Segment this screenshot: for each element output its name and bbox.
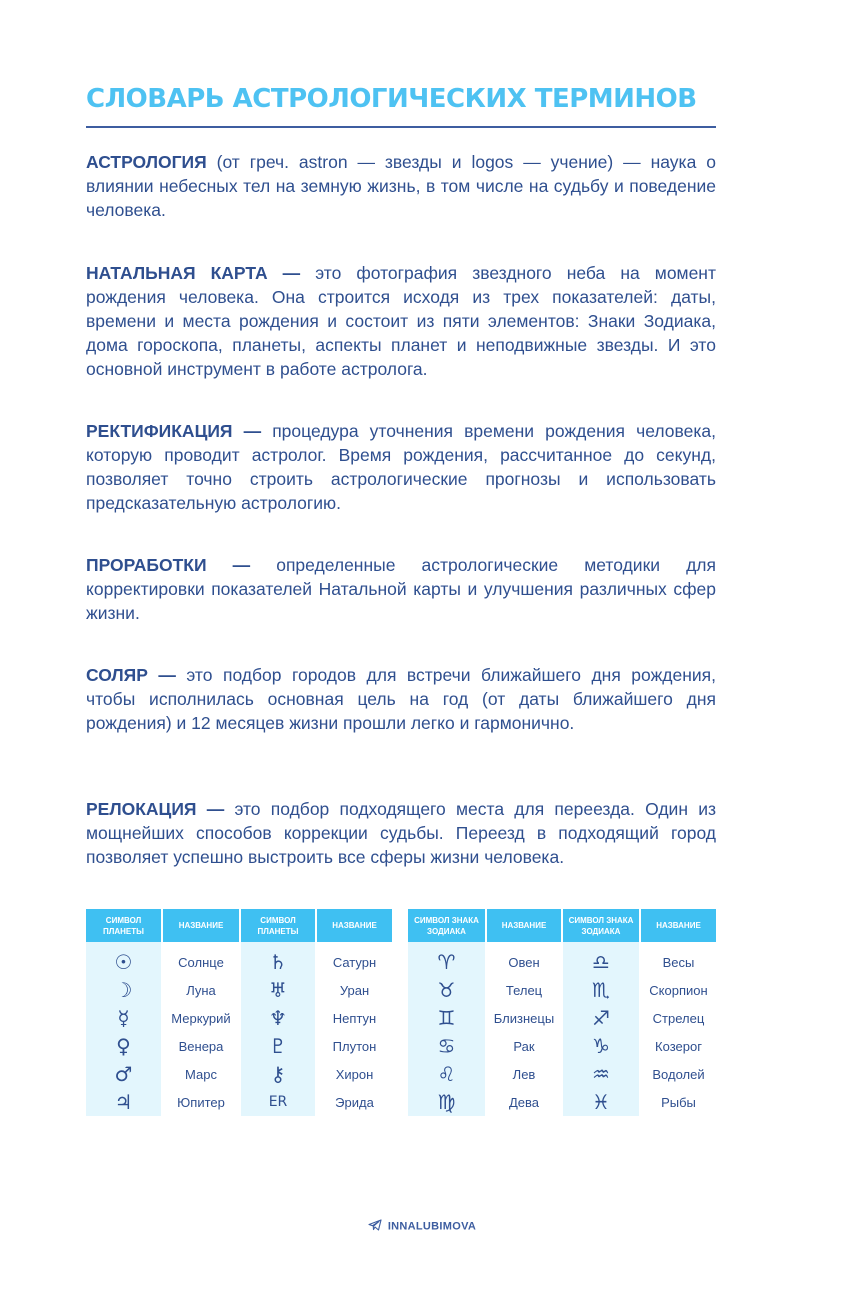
neptune-symbol-icon: ♆	[240, 1004, 316, 1032]
table-row	[408, 1032, 716, 1060]
header-name: НАЗВАНИЕ	[486, 909, 562, 942]
sign-name: Рыбы	[640, 1088, 716, 1116]
cancer-symbol-icon: ♋	[408, 1032, 486, 1060]
page-title: СЛОВАРЬ АСТРОЛОГИЧЕСКИХ ТЕРМИНОВ	[86, 84, 697, 114]
planet-name: Сатурн	[316, 942, 392, 976]
entry-relocation	[86, 797, 716, 869]
uranus-symbol-icon: ♅	[240, 976, 316, 1004]
table-row	[86, 1004, 392, 1032]
sagittarius-symbol-icon: ♐	[562, 1004, 640, 1032]
table-row	[408, 1004, 716, 1032]
table-row	[86, 942, 392, 976]
table-row	[408, 976, 716, 1004]
entry-natal-chart	[86, 261, 716, 381]
zodiac-table	[408, 909, 716, 1116]
table-row	[408, 1088, 716, 1116]
footer[interactable]	[0, 1219, 844, 1234]
planet-name: Марс	[162, 1060, 240, 1088]
header-name: НАЗВАНИЕ	[316, 909, 392, 942]
header-name: НАЗВАНИЕ	[162, 909, 240, 942]
sign-name: Стрелец	[640, 1004, 716, 1032]
planet-name: Меркурий	[162, 1004, 240, 1032]
saturn-symbol-icon: ♄	[240, 942, 316, 976]
entry-text: это подбор городов для встречи ближайшего дня рождения, чтобы исполнилась основная цель на год (от даты ближайшего дня рождения) и 12 месяцев жизни прошли легко и гармонично.	[86, 665, 716, 733]
sign-name: Козерог	[640, 1032, 716, 1060]
planet-name: Юпитер	[162, 1088, 240, 1116]
table-row	[86, 1032, 392, 1060]
planet-name: Венера	[162, 1032, 240, 1060]
entry-text: это подбор подходящего места для переезда. Один из мощнейших способов коррекции судьбы. Переезд в подходящий город позволяет успешно выстроить все сферы жизни человека.	[86, 799, 716, 867]
footer-label: INNALUBIMOVA	[387, 1220, 477, 1233]
capricorn-symbol-icon: ♑	[562, 1032, 640, 1060]
entry-workings	[86, 553, 716, 625]
entry-solar	[86, 663, 716, 735]
table-row	[86, 1060, 392, 1088]
sun-symbol-icon: ☉	[86, 942, 162, 976]
telegram-icon	[368, 1219, 382, 1234]
virgo-symbol-icon: ♍	[408, 1088, 486, 1116]
mercury-symbol-icon: ☿	[86, 1004, 162, 1032]
entry-term: АСТРОЛОГИЯ	[86, 152, 207, 172]
pisces-symbol-icon: ♓	[562, 1088, 640, 1116]
entry-term: РЕЛОКАЦИЯ —	[86, 799, 225, 819]
header-zodiac-symbol: СИМВОЛ ЗНАКА ЗОДИАКА	[562, 909, 640, 942]
taurus-symbol-icon: ♉	[408, 976, 486, 1004]
chiron-symbol-icon: ⚷	[240, 1060, 316, 1088]
header-planet-symbol: СИМВОЛ ПЛАНЕТЫ	[240, 909, 316, 942]
entry-text: процедура уточнения времени рождения человека, которую проводит астролог. Время рождения, рассчитанное до секунд, позволяет точно строить астрологические прогнозы и использовать предсказательную астрологию.	[86, 421, 716, 513]
sign-name: Овен	[486, 942, 562, 976]
sign-name: Водолей	[640, 1060, 716, 1088]
sign-name: Телец	[486, 976, 562, 1004]
entry-rectification	[86, 419, 716, 515]
aries-symbol-icon: ♈	[408, 942, 486, 976]
leo-symbol-icon: ♌	[408, 1060, 486, 1088]
entry-term: НАТАЛЬНАЯ КАРТА —	[86, 263, 301, 283]
sign-name: Скорпион	[640, 976, 716, 1004]
entry-term: ПРОРАБОТКИ —	[86, 555, 251, 575]
pluto-symbol-icon: ♇	[240, 1032, 316, 1060]
table-row	[86, 976, 392, 1004]
jupiter-symbol-icon: ♃	[86, 1088, 162, 1116]
planet-name: Солнце	[162, 942, 240, 976]
entry-term: РЕКТИФИКАЦИЯ —	[86, 421, 262, 441]
header-zodiac-symbol: СИМВОЛ ЗНАКА ЗОДИАКА	[408, 909, 486, 942]
moon-symbol-icon: ☽	[86, 976, 162, 1004]
gemini-symbol-icon: ♊	[408, 1004, 486, 1032]
sign-name: Дева	[486, 1088, 562, 1116]
entry-text: (от греч. astron — звезды и logos — учение) — наука о влиянии небесных тел на земную жизнь, в том числе на судьбу и поведение человека.	[86, 152, 716, 220]
planet-name: Хирон	[316, 1060, 392, 1088]
header-planet-symbol: СИМВОЛ ПЛАНЕТЫ	[86, 909, 162, 942]
table-row	[408, 942, 716, 976]
table-header-row	[86, 909, 392, 942]
sign-name: Рак	[486, 1032, 562, 1060]
aquarius-symbol-icon: ♒	[562, 1060, 640, 1088]
title-divider	[86, 126, 716, 128]
sign-name: Близнецы	[486, 1004, 562, 1032]
mars-symbol-icon: ♂	[86, 1060, 162, 1088]
table-row	[408, 1060, 716, 1088]
entry-term: СОЛЯР —	[86, 665, 176, 685]
eris-symbol: ER	[240, 1088, 316, 1116]
table-row	[86, 1088, 392, 1116]
libra-symbol-icon: ♎	[562, 942, 640, 976]
header-name: НАЗВАНИЕ	[640, 909, 716, 942]
planet-name: Луна	[162, 976, 240, 1004]
entry-text: определенные астрологические методики для корректировки показателей Натальной карты и улучшения различных сфер жизни.	[86, 555, 716, 623]
planet-name: Нептун	[316, 1004, 392, 1032]
entry-astrology	[86, 150, 716, 222]
table-header-row	[408, 909, 716, 942]
planets-table	[86, 909, 392, 1116]
planet-name: Плутон	[316, 1032, 392, 1060]
venus-symbol-icon: ♀	[86, 1032, 162, 1060]
planet-name: Эрида	[316, 1088, 392, 1116]
sign-name: Лев	[486, 1060, 562, 1088]
sign-name: Весы	[640, 942, 716, 976]
planet-name: Уран	[316, 976, 392, 1004]
entry-text: это фотография звездного неба на момент рождения человека. Она строится исходя из трех показателей: даты, времени и места рождения и состоит из пяти элементов: Знаки Зодиака, дома гороскопа, планеты, аспекты планет и неподвижные звезды. И это основной инструмент в работе астролога.	[86, 263, 716, 379]
scorpio-symbol-icon: ♏	[562, 976, 640, 1004]
